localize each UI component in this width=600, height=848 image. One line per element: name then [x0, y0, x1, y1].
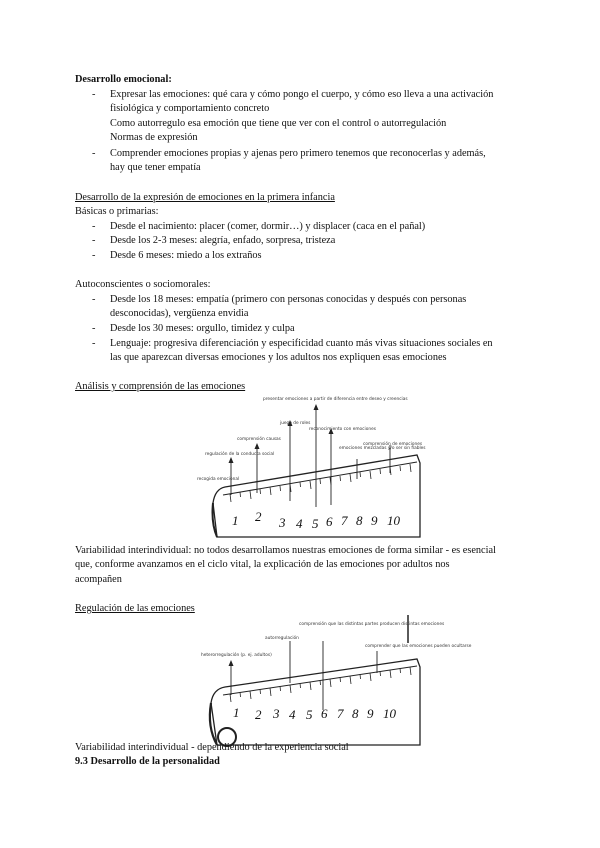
section-title-personality: 9.3 Desarrollo de la personalidad [75, 756, 220, 767]
ruler-number: 6 [326, 514, 333, 529]
ruler-number: 8 [352, 706, 359, 721]
selfconscious-item-18-months-cont: desconocidas), vergüenza envidia [110, 308, 249, 319]
variability-caption-cont: que, conforme avanzamos en el ciclo vital, la explicación de las emociones por adultos nos [75, 559, 450, 570]
ruler-number: 1 [232, 513, 239, 528]
ruler-number: 8 [356, 513, 363, 528]
ruler-number: 2 [255, 509, 262, 524]
ruler-number: 1 [233, 705, 240, 720]
basic-item-6-months: Desde 6 meses: miedo a los extraños [110, 250, 262, 261]
ruler-number: 5 [312, 516, 319, 531]
bullet-marker: - [92, 235, 96, 246]
figure-label: comprensión que las distintas partes producen distintas emociones [299, 622, 445, 627]
variability-caption-end: acompañen [75, 574, 122, 585]
bullet-express-emotions-cont: fisiológica y comportamiento concreto [110, 103, 270, 114]
sub-autoregulation: Como autorregulo esa emoción que tiene que ver con el control o autorregulación [110, 118, 447, 129]
section-title-emotion-regulation: Regulación de las emociones [75, 603, 195, 614]
selfconscious-item-18-months: Desde los 18 meses: empatía (primero con personas conocidas y después con personas [110, 294, 467, 305]
ruler-number: 2 [255, 707, 262, 722]
bullet-marker: - [92, 148, 96, 159]
selfconscious-item-language-cont: las que aparezcan diversas emociones y los adultos nos expliquen esas emociones [110, 352, 447, 363]
bullet-marker: - [92, 221, 96, 232]
ruler-number: 7 [341, 513, 348, 528]
sub-expression-norms: Normas de expresión [110, 132, 198, 143]
bullet-understand-emotions: Comprender emociones propias y ajenas pero primero tenemos que reconocerlas y además, [110, 148, 486, 159]
ruler-number: 9 [367, 706, 374, 721]
section-title-emotional-development: Desarrollo emocional: [75, 74, 172, 85]
bullet-marker: - [92, 89, 96, 100]
bullet-express-emotions: Expresar las emociones: qué cara y cómo pongo el cuerpo, y cómo eso lleva a una activación [110, 89, 494, 100]
figure-label: heterorregulación (p. ej. adultos) [201, 653, 272, 658]
ruler-number: 10 [387, 513, 400, 528]
bullet-marker: - [92, 338, 96, 349]
ruler-number: 5 [306, 707, 313, 722]
ruler-number: 3 [279, 515, 286, 530]
figure-label: recogida emocional [197, 477, 240, 482]
figure-label: reconocimiento con emociones [309, 427, 376, 432]
bullet-marker: - [92, 323, 96, 334]
ruler-number: 9 [371, 513, 378, 528]
variability-caption: Variabilidad interindividual: no todos desarrollamos nuestras emociones de forma similar - es esencial [75, 545, 496, 556]
ruler-number: 4 [289, 707, 296, 722]
bullet-understand-emotions-cont: hay que tener empatía [110, 162, 201, 173]
ruler-number: 7 [337, 706, 344, 721]
figure-label: autorregulación [265, 636, 299, 641]
selfconscious-item-30-months: Desde los 30 meses: orgullo, timidez y culpa [110, 323, 295, 334]
ruler-number: 3 [273, 706, 280, 721]
figure-label: presentar emociones a partir de diferencia entre deseo y creencias [263, 397, 408, 402]
basic-item-birth: Desde el nacimiento: placer (comer, dormir…) y displacer (caca en el pañal) [110, 221, 426, 232]
ruler-number: 6 [321, 706, 328, 721]
basic-emotions-heading: Básicas o primarias: [75, 206, 159, 217]
figure-label: emociones mezcladas y/o ser sin fiables [339, 446, 426, 451]
figure-label: comprender que las emociones pueden ocultarse [365, 644, 472, 649]
figure-label: comprensión de emociones [363, 442, 423, 447]
figure-label: juego de roles [280, 421, 311, 426]
figure-emotion-comprehension-ruler [195, 395, 426, 537]
bullet-marker: - [92, 294, 96, 305]
figure-label: regulación de la conducta social [205, 452, 275, 457]
ruler-number: 4 [296, 516, 303, 531]
section-title-expression-development: Desarrollo de la expresión de emociones en la primera infancia [75, 192, 335, 203]
basic-item-2-3-months: Desde los 2-3 meses: alegría, enfado, sorpresa, tristeza [110, 235, 336, 246]
regulation-caption: Variabilidad interindividual - dependiendo de la experiencia social [75, 742, 349, 753]
selfconscious-heading: Autoconscientes o sociomorales: [75, 279, 211, 290]
figure-label: comprensión causas [237, 437, 281, 442]
selfconscious-item-language: Lenguaje: progresiva diferenciación y especificidad cuanto más vivas situaciones sociales en [110, 338, 493, 349]
section-title-emotion-analysis: Análisis y comprensión de las emociones [75, 381, 246, 392]
bullet-marker: - [92, 250, 96, 261]
ruler-number: 10 [383, 706, 396, 721]
figure-emotion-regulation-ruler [195, 615, 472, 745]
